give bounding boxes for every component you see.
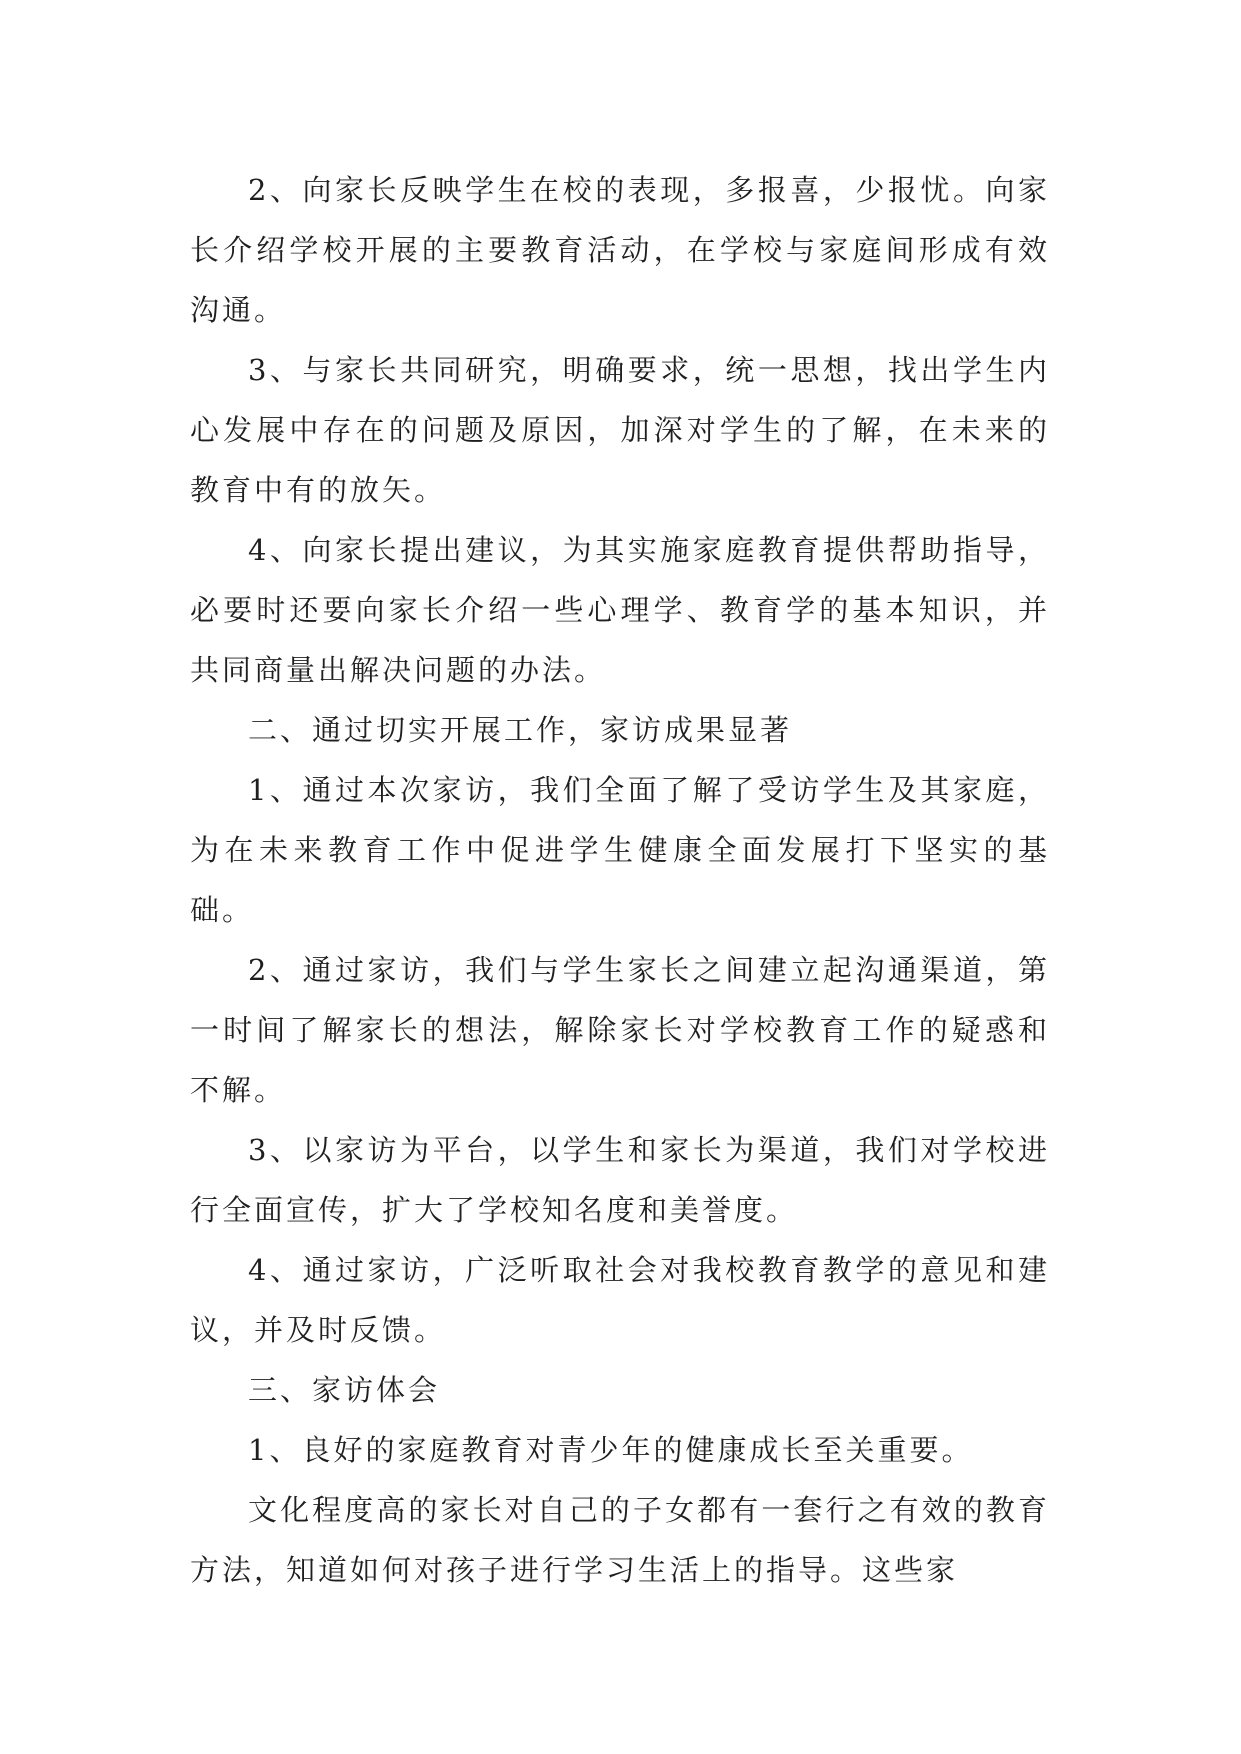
section-heading-2: 二、通过切实开展工作，家访成果显著 xyxy=(248,713,793,747)
paragraph-insight-body: 文化程度高的家长对自己的子女都有一套行之有效的教育方法，知道如何对孩子进行学习生活上的指导。这些家 xyxy=(190,1493,1050,1587)
paragraph-result-1: 1、通过本次家访，我们全面了解了受访学生及其家庭，为在未来教育工作中促进学生健康全面发展打下坚实的基础。 xyxy=(190,773,1050,927)
paragraph-result-3: 3、以家访为平台，以学生和家长为渠道，我们对学校进行全面宣传，扩大了学校知名度和美誉度。 xyxy=(190,1133,1050,1227)
paragraph-result-4: 4、通过家访，广泛听取社会对我校教育教学的意见和建议，并及时反馈。 xyxy=(190,1253,1050,1347)
section-heading-3: 三、家访体会 xyxy=(248,1373,441,1407)
paragraph-insight-1: 1、良好的家庭教育对青少年的健康成长至关重要。 xyxy=(248,1433,974,1467)
paragraph-result-2: 2、通过家访，我们与学生家长之间建立起沟通渠道，第一时间了解家长的想法，解除家长对学校教育工作的疑惑和不解。 xyxy=(190,953,1050,1107)
document-body xyxy=(190,160,1050,1600)
paragraph-item-3: 3、与家长共同研究，明确要求，统一思想，找出学生内心发展中存在的问题及原因，加深对学生的了解，在未来的教育中有的放矢。 xyxy=(190,353,1050,507)
paragraph-item-2: 2、向家长反映学生在校的表现，多报喜，少报忧。向家长介绍学校开展的主要教育活动，在学校与家庭间形成有效沟通。 xyxy=(190,173,1050,327)
paragraph-item-4: 4、向家长提出建议，为其实施家庭教育提供帮助指导，必要时还要向家长介绍一些心理学、教育学的基本知识，并共同商量出解决问题的办法。 xyxy=(190,533,1050,687)
